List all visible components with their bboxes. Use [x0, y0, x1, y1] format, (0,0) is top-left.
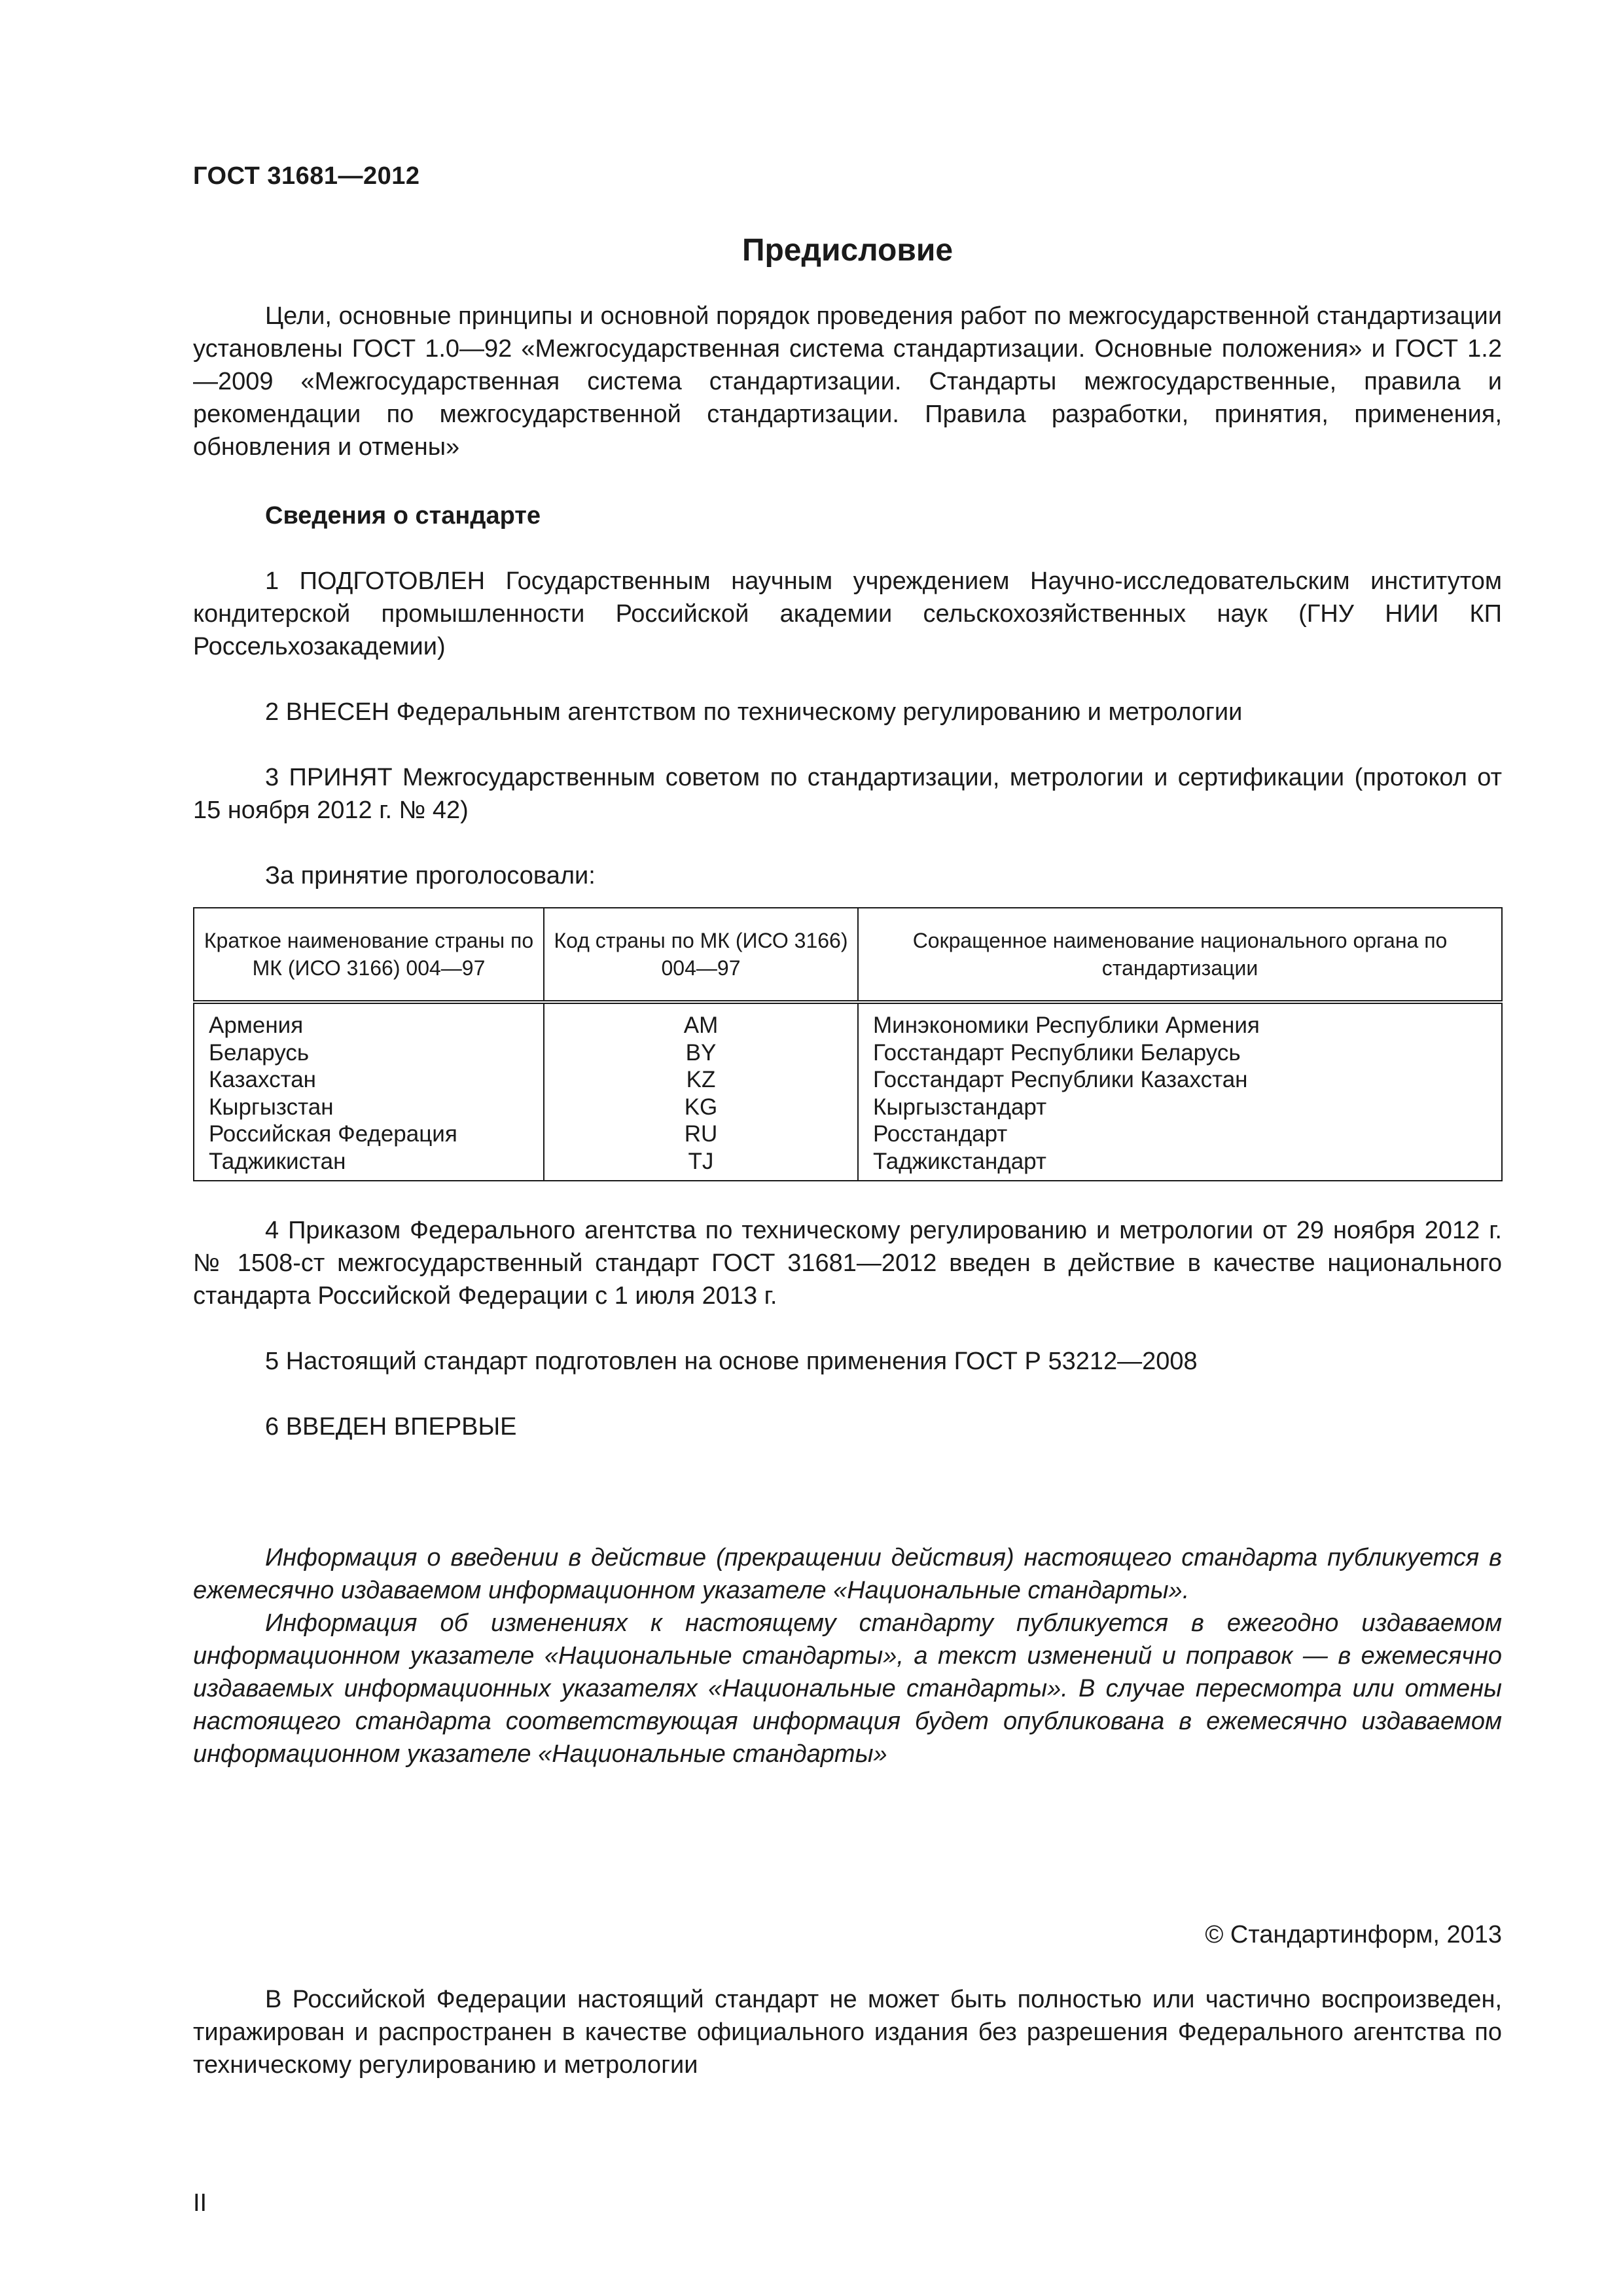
- item-1-paragraph: 1 ПОДГОТОВЛЕН Государственным научным учреждением Научно-исследовательским институтом кондитерской промышленности Российской академии сельскохозяйственных наук (ГНУ НИИ КП Россельхозакадемии): [193, 567, 1502, 660]
- standards-body: Таджикстандарт: [873, 1148, 1046, 1174]
- country-code: TJ: [688, 1148, 714, 1174]
- item-3-paragraph: 3 ПРИНЯТ Межгосударственным советом по стандартизации, метрологии и сертификации (протокол от 15 ноября 2012 г. № 42): [193, 764, 1502, 824]
- body-cell: [858, 1002, 1502, 1181]
- country-code: AM: [683, 1013, 719, 1038]
- vote-label: За принятие проголосовали:: [265, 862, 596, 889]
- country-name: Таджикистан: [209, 1148, 346, 1174]
- item-6-paragraph: 6 ВВЕДЕН ВПЕРВЫЕ: [265, 1413, 517, 1441]
- standards-body: Кыргызстандарт: [873, 1094, 1047, 1120]
- country-cell: [194, 1002, 544, 1181]
- page-number: II: [193, 2189, 207, 2217]
- country-name: Кыргызстан: [209, 1094, 334, 1120]
- info-heading: Сведения о стандарте: [265, 502, 541, 529]
- page-title: Предисловие: [741, 233, 954, 268]
- standards-body: Минэкономики Республики Армения: [873, 1013, 1260, 1038]
- column-header-country: Краткое наименование страны по МК (ИСО 3166) 004—97: [194, 908, 544, 1002]
- item-2-paragraph: 2 ВНЕСЕН Федеральным агентством по техническому регулированию и метрологии: [265, 698, 1243, 726]
- country-name: Армения: [209, 1013, 304, 1038]
- country-code: KZ: [686, 1067, 716, 1092]
- table-header-row: [194, 908, 1502, 1002]
- country-name: Казахстан: [209, 1067, 317, 1092]
- country-code: RU: [684, 1121, 718, 1147]
- legal-paragraph: В Российской Федерации настоящий стандарт не может быть полностью или частично воспроизведен, тиражирован и распространен в качестве официального издания без разрешения Федерального агентства по техническому регулированию и метрологии: [193, 1986, 1502, 2079]
- standards-body: Госстандарт Республики Беларусь: [873, 1039, 1241, 1066]
- code-cell: [544, 1002, 858, 1181]
- document-code: ГОСТ 31681—2012: [193, 162, 420, 190]
- column-header-body: Сокращенное наименование национального органа по стандартизации: [858, 908, 1502, 1002]
- copyright-notice: © Стандартинформ, 2013: [1205, 1921, 1502, 1948]
- standards-body: Госстандарт Республики Казахстан: [873, 1067, 1248, 1092]
- column-header-code: Код страны по МК (ИСО 3166) 004—97: [544, 908, 858, 1002]
- country-name: Российская Федерация: [209, 1121, 457, 1147]
- item-4-paragraph: 4 Приказом Федерального агентства по техническому регулированию и метрологии от 29 ноября 2012 г. № 1508-ст межгосударственный стандарт ГОСТ 31681—2012 введен в действие в качестве национального стандарта Российской Федерации с 1 июля 2013 г.: [193, 1217, 1502, 1310]
- standards-body: Росстандарт: [873, 1121, 1008, 1147]
- voting-table: [193, 907, 1503, 1181]
- country-code: KG: [684, 1094, 718, 1120]
- notice-paragraph-2: Информация об изменениях к настоящему стандарту публикуется в ежегодно издаваемом информационном указателе «Национальные стандарты», а текст изменений и поправок — в ежемесячно издаваемых информационных указателях «Национальные стандарты». В случае пересмотра или отмены настоящего стандарта соответствующая информация будет опубликована в ежемесячно издаваемом информационном указателе «Национальные стандарты»: [193, 1609, 1502, 1768]
- intro-paragraph: Цели, основные принципы и основной порядок проведения работ по межгосударственной стандартизации установлены ГОСТ 1.0—92 «Межгосударственная система стандартизации. Основные положения» и ГОСТ 1.2—2009 «Межгосударственная система стандартизации. Стандарты межгосударственные, правила и рекомендации по межгосударственной стандартизации. Правила разработки, принятия, применения, обновления и отмены»: [193, 302, 1502, 461]
- item-5-paragraph: 5 Настоящий стандарт подготовлен на основе применения ГОСТ Р 53212—2008: [265, 1348, 1198, 1375]
- country-code: BY: [685, 1039, 717, 1066]
- country-name: Беларусь: [209, 1039, 310, 1066]
- table-row: [194, 1002, 1502, 1181]
- notice-paragraph-1: Информация о введении в действие (прекращении действия) настоящего стандарта публикуется в ежемесячно издаваемом информационном указателе «Национальные стандарты».: [193, 1544, 1502, 1604]
